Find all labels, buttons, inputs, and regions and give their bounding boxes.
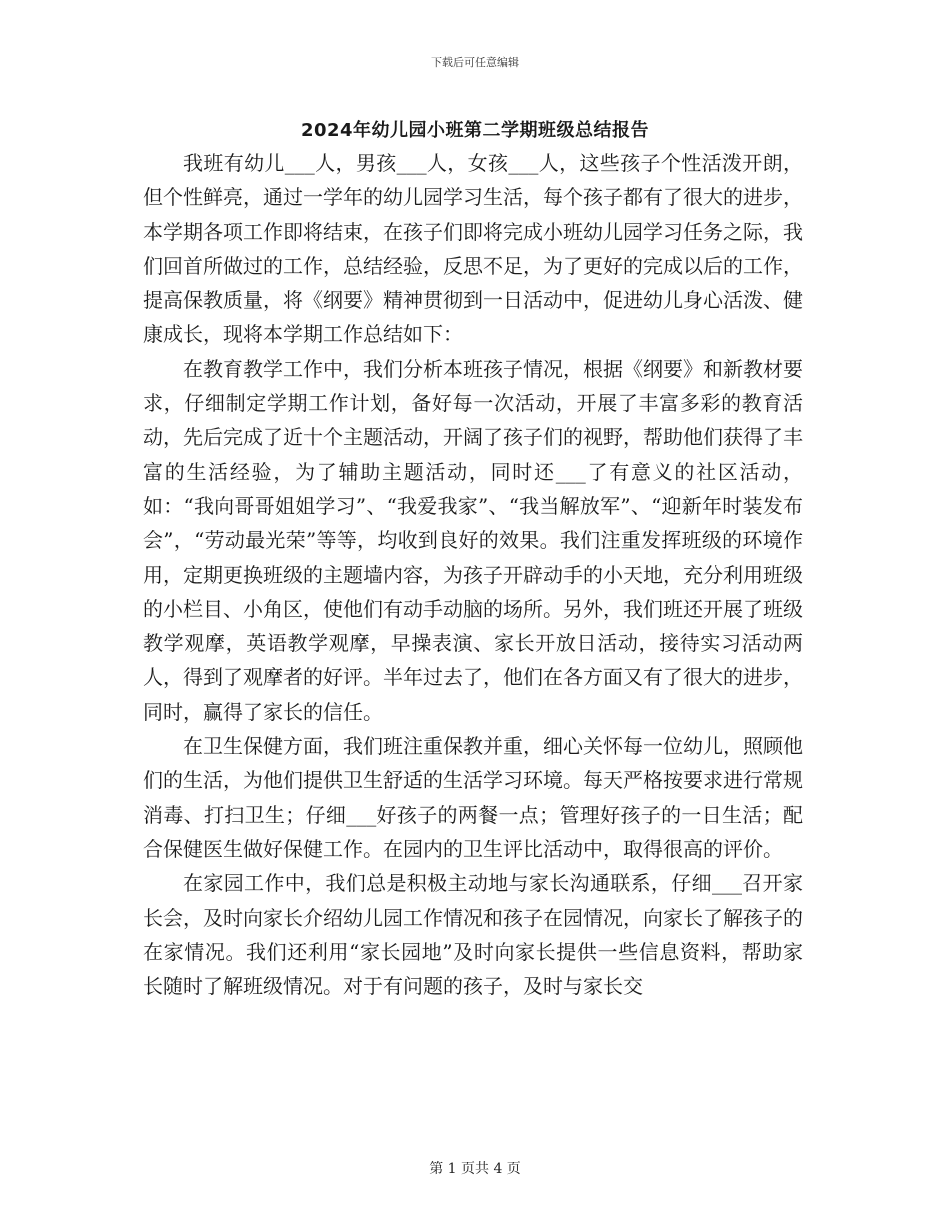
paragraph-intro: 我班有幼儿___人，男孩___人，女孩___人，这些孩子个性活泼开朗，但个性鲜亮，通过一学年的幼儿园学习生活，每个孩子都有了很大的进步，本学期各项工作即将结束，在孩子们即将完成小班幼儿园学习任务之际，我们回首所做过的工作，总结经验，反思不足，为了更好的完成以后的工作，提高保教质量，将《纲要》精神贯彻到一日活动中，促进幼儿身心活泼、健康成长，现将本学期工作总结如下： bbox=[143, 151, 803, 347]
paragraph-health: 在卫生保健方面，我们班注重保教并重，细心关怀每一位幼儿，照顾他们的生活，为他们提供卫生舒适的生活学习环境。每天严格按要求进行常规消毒、打扫卫生；仔细___好孩子的两餐一点；管理好孩子的一日生活；配合保健医生做好保健工作。在园内的卫生评比活动中，取得很高的评价。 bbox=[143, 734, 803, 861]
page-header-note: 下载后可任意编辑 bbox=[431, 56, 519, 69]
document-body bbox=[143, 146, 803, 1003]
page-footer-number: 第 1 页共 4 页 bbox=[429, 1161, 521, 1177]
document-title: 2024年幼儿园小班第二学期班级总结报告 bbox=[300, 120, 650, 141]
paragraph-family: 在家园工作中，我们总是积极主动地与家长沟通联系，仔细___召开家长会，及时向家长介绍幼儿园工作情况和孩子在园情况，向家长了解孩子的在家情况。我们还利用“家长园地”及时向家长提供一些信息资料，帮助家长随时了解班级情况。对于有问题的孩子，及时与家长交 bbox=[143, 871, 803, 999]
paragraph-teaching: 在教育教学工作中，我们分析本班孩子情况，根据《纲要》和新教材要求，仔细制定学期工作计划，备好每一次活动，开展了丰富多彩的教育活动，先后完成了近十个主题活动，开阔了孩子们的视野，帮助他们获得了丰富的生活经验，为了辅助主题活动，同时还___了有意义的社区活动，如：“我向哥哥姐姐学习”、“我爱我家”、“我当解放军”、“迎新年时装发布会”，“劳动最光荣”等等，均收到良好的效果。我们注重发挥班级的环境作用，定期更换班级的主题墙内容，为孩子开辟动手的小天地，充分利用班级的小栏目、小角区，使他们有动手动脑的场所。另外，我们班还开展了班级教学观摩，英语教学观摩，早操表演、家长开放日活动，接待实习活动两人，得到了观摩者的好评。半年过去了，他们在各方面又有了很大的进步，同时，赢得了家长的信任。 bbox=[143, 356, 803, 724]
